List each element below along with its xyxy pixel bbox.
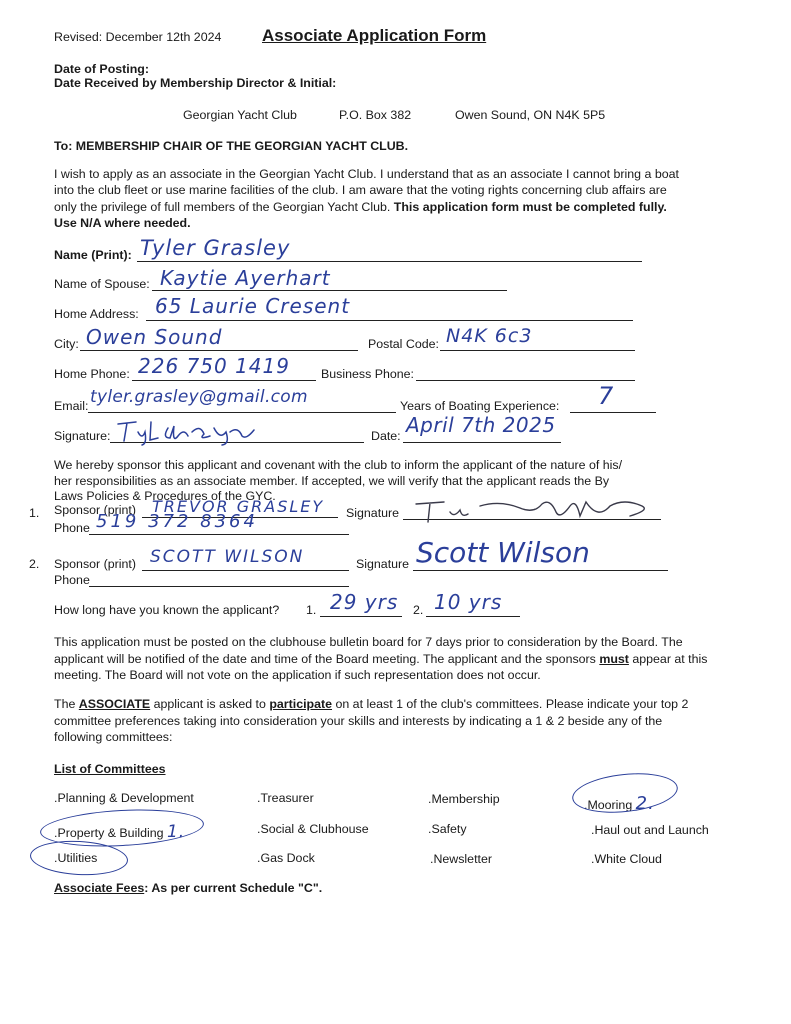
sponsor-text-2: her responsibilities as an associate member. If accepted, we will verify that the applicant reads the By <box>54 474 610 488</box>
form-title: Associate Application Form <box>262 26 487 45</box>
committee-white-cloud[interactable]: .White Cloud <box>591 852 662 866</box>
revised-date: Revised: December 12th 2024 <box>54 30 222 44</box>
posting-line-2b: must <box>599 652 629 666</box>
intro-line-4: Use N/A where needed. <box>54 216 191 230</box>
city-field[interactable]: Owen Sound <box>86 325 223 349</box>
name-field[interactable]: Tyler Grasley <box>140 236 291 260</box>
intro-line-1: I wish to apply as an associate in the Georgian Yacht Club. I understand that as an associate I cannot bring a boat <box>54 167 679 181</box>
experience-label: Years of Boating Experience: <box>400 399 560 413</box>
experience-line <box>570 412 656 413</box>
sponsor-2-name[interactable]: SCOTT WILSON <box>150 547 305 567</box>
sponsor-2-label: Sponsor (print) <box>54 557 136 571</box>
signature-label: Signature: <box>54 429 111 443</box>
associate-fees-label: Associate Fees <box>54 881 145 895</box>
sponsor-1-signature-label: Signature <box>346 506 400 520</box>
email-field[interactable]: tyler.grasley@gmail.com <box>90 387 308 407</box>
committee-intro-1a: The <box>54 697 79 711</box>
committee-mooring-label: .Mooring <box>584 798 633 812</box>
associate-fees <box>54 881 322 895</box>
address-label: Home Address: <box>54 307 139 321</box>
intro-line-2: into the club fleet or use marine facilities of the club. I am aware that the voting rights concerning club affairs are <box>54 183 667 197</box>
city-label: City: <box>54 337 79 351</box>
known-2-value[interactable]: 10 yrs <box>434 590 503 614</box>
intro-line-3 <box>54 200 667 214</box>
to-line: To: MEMBERSHIP CHAIR OF THE GEORGIAN YACHT CLUB. <box>54 139 409 153</box>
committees-title: List of Committees <box>54 762 166 776</box>
city-line <box>80 350 358 351</box>
committee-haul-out[interactable]: .Haul out and Launch <box>591 823 709 837</box>
intro-line-3-bold: This application form must be completed fully. <box>393 200 667 214</box>
committee-planning[interactable]: .Planning & Development <box>54 791 194 805</box>
sponsor-2-phone-label: Phone <box>54 573 90 587</box>
committee-newsletter[interactable]: .Newsletter <box>430 852 492 866</box>
sponsor-1-number: 1. <box>29 506 40 520</box>
committee-property-label: .Property & Building <box>54 826 164 840</box>
known-2-number: 2. <box>413 603 424 617</box>
date-line <box>403 442 561 443</box>
postal-field[interactable]: N4K 6c3 <box>446 325 533 347</box>
address-line <box>146 320 633 321</box>
known-1-line <box>320 616 402 617</box>
sponsor-text-1: We hereby sponsor this applicant and covenant with the club to inform the applicant of the nature of his/ <box>54 458 623 472</box>
known-1-value[interactable]: 29 yrs <box>330 590 399 614</box>
date-field[interactable]: April 7th 2025 <box>406 413 556 437</box>
sponsor-2-signature[interactable]: Scott Wilson <box>416 536 590 569</box>
home-phone-label: Home Phone: <box>54 367 130 381</box>
email-label: Email: <box>54 399 89 413</box>
associate-fees-text: : As per current Schedule "C". <box>144 881 323 895</box>
sponsor-1-label: Sponsor (print) <box>54 503 136 517</box>
posting-line-2c: appear at this <box>628 652 708 666</box>
committee-intro-1c: applicant is asked to <box>150 697 270 711</box>
committee-intro-1e: on at least 1 of the club's committees. Please indicate your top 2 <box>332 697 689 711</box>
sponsor-2-signature-line <box>413 570 668 571</box>
business-phone-label: Business Phone: <box>321 367 414 381</box>
committee-intro-2: committee preferences taking into consideration your skills and interests by indicating a 1 & 2 beside any of the <box>54 714 663 728</box>
spouse-field[interactable]: Kaytie Ayerhart <box>160 266 331 290</box>
experience-field[interactable]: 7 <box>598 382 615 410</box>
postal-label: Postal Code: <box>368 337 439 351</box>
club-name: Georgian Yacht Club <box>183 108 297 122</box>
sponsor-1-phone-label: Phone <box>54 521 90 535</box>
sponsor-text-3: Laws Policies & Procedures of the GYC. <box>54 489 276 503</box>
sponsor-1-name[interactable]: TREVOR GRASLEY <box>152 497 325 516</box>
spouse-line <box>152 290 507 291</box>
committee-utilities[interactable]: .Utilities <box>54 851 98 865</box>
mooring-rank: 2. <box>635 793 655 814</box>
known-2-line <box>426 616 520 617</box>
sponsor-2-signature-label: Signature <box>356 557 410 571</box>
committee-membership[interactable]: .Membership <box>428 792 500 806</box>
sponsor-1-phone-line <box>89 534 349 535</box>
name-label: Name (Print): <box>54 248 132 262</box>
posting-line-2 <box>54 652 707 666</box>
posting-line-1: This application must be posted on the clubhouse bulletin board for 7 days prior to consideration by the Board. The <box>54 635 683 649</box>
known-label: How long have you known the applicant? <box>54 603 280 617</box>
business-phone-line[interactable] <box>416 380 635 381</box>
sponsor-1-signature[interactable] <box>410 494 660 526</box>
committee-gas-dock[interactable]: .Gas Dock <box>257 851 315 865</box>
spouse-label: Name of Spouse: <box>54 277 150 291</box>
address-field[interactable]: 65 Laurie Cresent <box>155 294 351 318</box>
club-city: Owen Sound, ON N4K 5P5 <box>455 108 606 122</box>
sponsor-2-name-line <box>142 570 349 571</box>
applicant-signature[interactable] <box>114 414 264 446</box>
club-po-box: P.O. Box 382 <box>339 108 412 122</box>
committee-intro-3: following committees: <box>54 730 173 744</box>
home-phone-line <box>132 380 316 381</box>
date-of-posting-label: Date of Posting: <box>54 62 149 76</box>
sponsor-2-number: 2. <box>29 557 40 571</box>
committee-social[interactable]: .Social & Clubhouse <box>257 822 369 836</box>
committee-intro-1d: participate <box>269 697 333 711</box>
posting-line-2a: applicant will be notified of the date and time of the Board meeting. The applicant and the sponsors <box>54 652 600 666</box>
committee-safety[interactable]: .Safety <box>428 822 467 836</box>
postal-line <box>440 350 635 351</box>
committee-intro-1 <box>54 697 688 711</box>
committee-intro-1b: ASSOCIATE <box>78 697 151 711</box>
date-label: Date: <box>371 429 401 443</box>
committee-treasurer[interactable]: .Treasurer <box>257 791 314 805</box>
sponsor-1-phone[interactable]: 519 372 8364 <box>96 511 258 532</box>
known-1-number: 1. <box>306 603 317 617</box>
sponsor-2-phone-line[interactable] <box>89 586 349 587</box>
property-rank: 1. <box>166 822 186 842</box>
email-line <box>88 412 396 413</box>
home-phone-field[interactable]: 226 750 1419 <box>138 354 290 378</box>
date-received-label: Date Received by Membership Director & Initial: <box>54 76 337 90</box>
intro-line-3-text: only the privilege of full members of the Georgian Yacht Club. <box>54 200 394 214</box>
posting-line-3: meeting. The Board will not vote on the application if such representation does not occur. <box>54 668 541 682</box>
name-line <box>137 261 642 262</box>
